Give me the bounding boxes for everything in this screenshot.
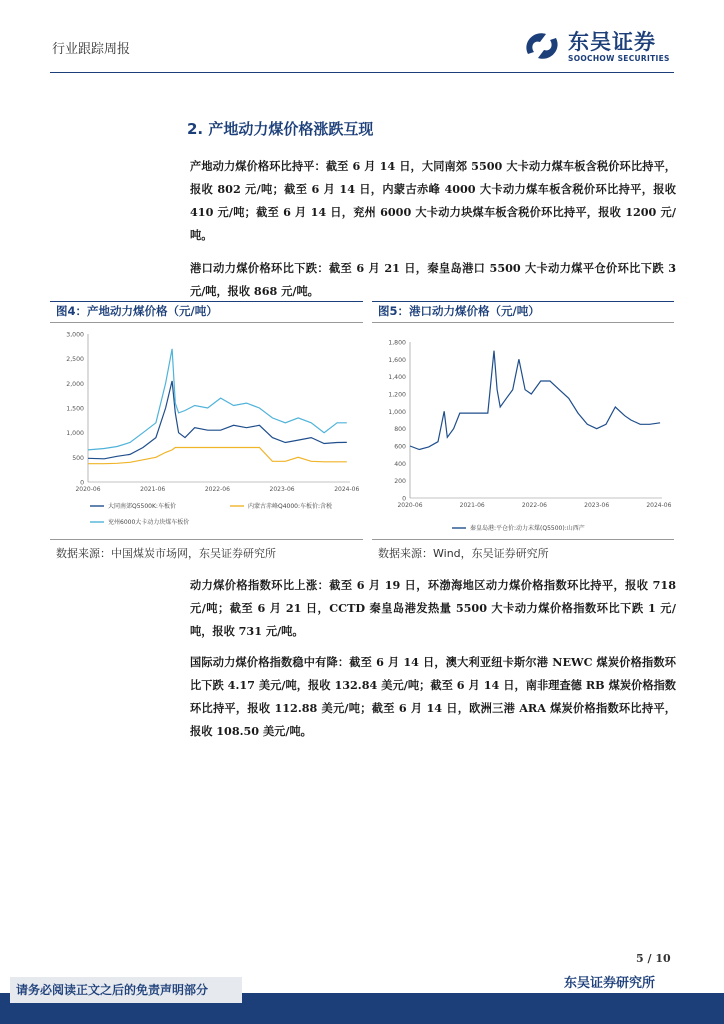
y-tick-label: 0 bbox=[80, 479, 84, 487]
x-tick-label: 2020-06 bbox=[75, 486, 101, 493]
y-tick-label: 1,000 bbox=[388, 408, 406, 416]
brand-logo bbox=[520, 24, 680, 68]
x-tick-label: 2022-06 bbox=[204, 486, 230, 493]
y-tick-label: 400 bbox=[394, 460, 406, 468]
paragraph-intl-index: 国际动力煤价格指数稳中有降：截至 6 月 14 日，澳大利亚纽卡斯尔港 NEWC 煤炭价格指数环比下跌 4.17 美元/吨，报收 132.84 美元/吨；截至 6 月 14 日，南非理查德 RB 煤炭价格指数环比持平，报收 112.88 美元/吨；截至 6 月 14 日，欧洲三港 ARA 煤炭价格指数环比持平，报收 108.50 美元/吨。 bbox=[190, 655, 676, 738]
x-tick-label: 2021-06 bbox=[140, 486, 166, 493]
fig4-bottom-rule bbox=[50, 539, 363, 540]
y-tick-label: 3,000 bbox=[66, 331, 84, 339]
port-price-chart bbox=[374, 324, 674, 536]
series-line-2 bbox=[88, 349, 347, 450]
x-tick-label: 2024-06 bbox=[334, 486, 360, 493]
footer-disclaimer bbox=[10, 977, 242, 1003]
legend-label: 内蒙古赤峰Q4000:车板价:含税 bbox=[248, 503, 333, 511]
y-tick-label: 600 bbox=[394, 443, 406, 451]
paragraph-price-index: 动力煤价格指数环比上涨：截至 6 月 19 日，环渤海地区动力煤价格指数环比持平，报收 718 元/吨；截至 6 月 21 日，CCTD 秦皇岛港发热量 5500 大卡动力煤价格指数环比下跌 1 元/吨，报收 731 元/吨。 bbox=[190, 578, 676, 638]
section-title: 2. 产地动力煤价格涨跌互现 bbox=[187, 120, 374, 138]
origin-price-chart bbox=[52, 324, 362, 536]
y-tick-label: 1,000 bbox=[66, 430, 84, 438]
fig5-caption-rule bbox=[372, 322, 674, 323]
y-tick-label: 2,000 bbox=[66, 380, 84, 388]
fig4-top-rule bbox=[50, 301, 363, 302]
legend-label: 大同南郊Q5500K:车板价 bbox=[108, 503, 176, 511]
fig4-caption-rule bbox=[50, 322, 363, 323]
y-tick-label: 1,600 bbox=[388, 356, 406, 364]
y-tick-label: 0 bbox=[402, 495, 406, 503]
series-line-0 bbox=[410, 351, 660, 450]
x-tick-label: 2021-06 bbox=[459, 502, 485, 509]
fig4-source: 数据来源：中国煤炭市场网，东吴证券研究所 bbox=[56, 547, 276, 560]
legend-label: 秦皇岛港:平仓价:动力末煤(Q5500):山西产 bbox=[470, 525, 585, 533]
series-line-1 bbox=[88, 448, 347, 464]
disclaimer-text: 请务必阅读正文之后的免责声明部分 bbox=[16, 983, 209, 997]
logo-mark-icon bbox=[520, 24, 564, 68]
x-tick-label: 2024-06 bbox=[646, 502, 672, 509]
logo-english: SOOCHOW SECURITIES bbox=[568, 54, 670, 63]
logo-name: 东吴证券 bbox=[568, 30, 656, 54]
page-number: 5 / 10 bbox=[636, 952, 671, 965]
y-tick-label: 200 bbox=[394, 478, 406, 486]
y-tick-label: 800 bbox=[394, 426, 406, 434]
x-tick-label: 2023-06 bbox=[584, 502, 610, 509]
fig4-caption: 图4：产地动力煤价格（元/吨） bbox=[56, 304, 218, 318]
y-tick-label: 500 bbox=[72, 454, 84, 462]
paragraph-port-price: 港口动力煤价格环比下跌：截至 6 月 21 日，秦皇岛港口 5500 大卡动力煤平仓价环比下跌 3 元/吨，报收 868 元/吨。 bbox=[190, 261, 676, 298]
y-tick-label: 1,200 bbox=[388, 391, 406, 399]
y-tick-label: 1,800 bbox=[388, 339, 406, 347]
paragraph-origin-price: 产地动力煤价格环比持平：截至 6 月 14 日，大同南郊 5500 大卡动力煤车板含税价环比持平，报收 802 元/吨；截至 6 月 14 日，内蒙古赤峰 4000 大卡动力煤车板含税价环比持平，报收 410 元/吨；截至 6 月 14 日，兖州 6000 大卡动力块煤车板含税价环比持平，报收 1200 元/吨。 bbox=[190, 159, 676, 242]
fig5-source: 数据来源：Wind，东吴证券研究所 bbox=[378, 547, 549, 560]
header-divider bbox=[50, 72, 674, 73]
x-tick-label: 2023-06 bbox=[269, 486, 295, 493]
footer-organization: 东吴证券研究所 bbox=[564, 976, 656, 991]
report-type: 行业跟踪周报 bbox=[52, 42, 131, 57]
y-tick-label: 2,500 bbox=[66, 356, 84, 364]
x-tick-label: 2022-06 bbox=[521, 502, 547, 509]
y-tick-label: 1,500 bbox=[66, 405, 84, 413]
fig5-bottom-rule bbox=[372, 539, 674, 540]
fig5-top-rule bbox=[372, 301, 674, 302]
fig5-caption: 图5：港口动力煤价格（元/吨） bbox=[378, 304, 540, 318]
y-tick-label: 1,400 bbox=[388, 374, 406, 382]
legend-label: 兖州6000大卡动力块煤车板价 bbox=[108, 519, 190, 527]
x-tick-label: 2020-06 bbox=[397, 502, 423, 509]
